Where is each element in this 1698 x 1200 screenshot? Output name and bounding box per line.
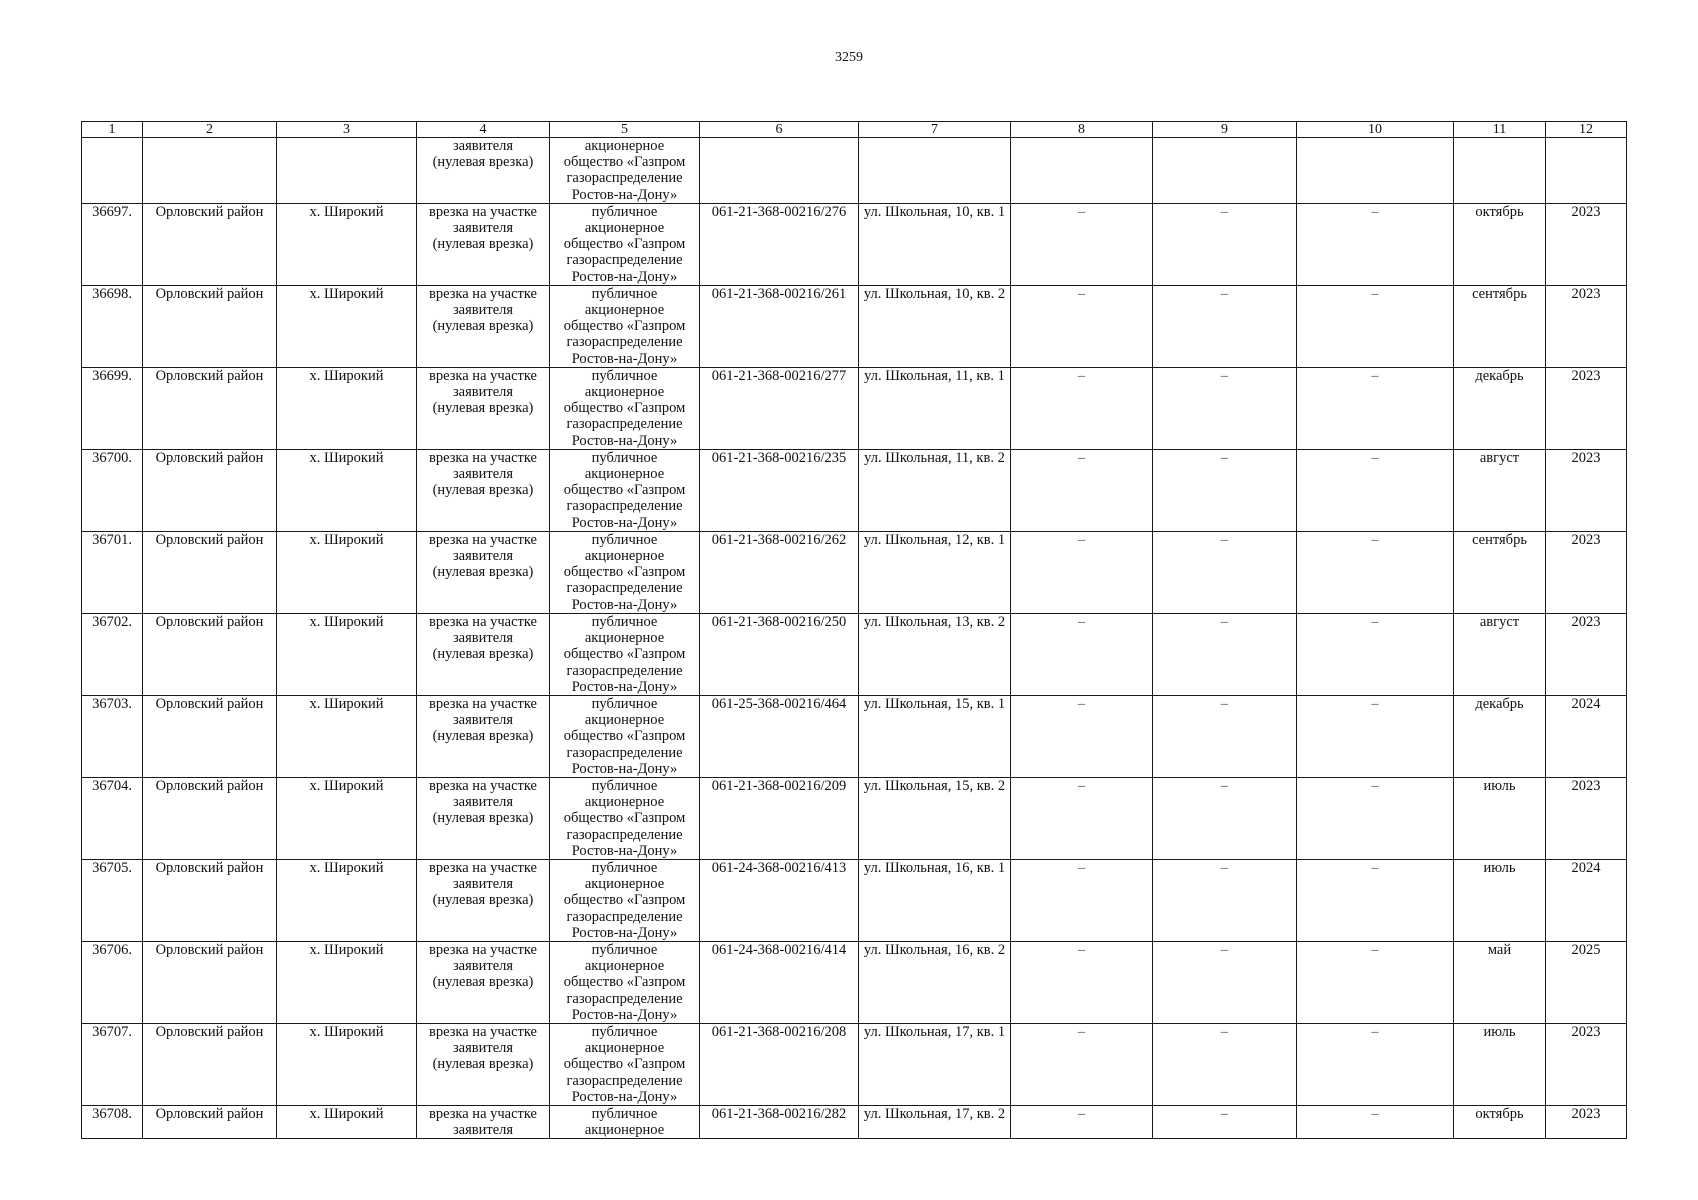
locality-cell: х. Широкий bbox=[277, 367, 417, 449]
column-10-cell: – bbox=[1297, 613, 1454, 695]
month-cell: июль bbox=[1454, 1023, 1546, 1105]
column-9-cell: – bbox=[1153, 531, 1297, 613]
year-cell: 2023 bbox=[1546, 1105, 1627, 1138]
contract-number-cell: 061-21-368-00216/209 bbox=[700, 777, 859, 859]
connection-type-cell: врезка на участке заявителя (нулевая врезка) bbox=[417, 777, 550, 859]
column-10-cell: – bbox=[1297, 531, 1454, 613]
column-9-cell: – bbox=[1153, 203, 1297, 285]
column-10-cell: – bbox=[1297, 285, 1454, 367]
month-cell: август bbox=[1454, 449, 1546, 531]
column-9-cell: – bbox=[1153, 285, 1297, 367]
month-cell: сентябрь bbox=[1454, 285, 1546, 367]
column-number: 2 bbox=[143, 122, 277, 138]
column-8-cell: – bbox=[1011, 859, 1153, 941]
column-9-cell: – bbox=[1153, 613, 1297, 695]
year-cell: 2023 bbox=[1546, 1023, 1627, 1105]
organization-cell: публичное акционерное bbox=[550, 1105, 700, 1138]
column-10-cell: – bbox=[1297, 1023, 1454, 1105]
contract-number-cell: 061-21-368-00216/277 bbox=[700, 367, 859, 449]
page-number: 3259 bbox=[835, 50, 863, 65]
column-8-cell: – bbox=[1011, 449, 1153, 531]
column-number: 5 bbox=[550, 122, 700, 138]
district-cell: Орловский район bbox=[143, 1105, 277, 1138]
connection-type-cell: врезка на участке заявителя bbox=[417, 1105, 550, 1138]
column-9-cell: – bbox=[1153, 777, 1297, 859]
column-9-cell: – bbox=[1153, 449, 1297, 531]
address-cell: ул. Школьная, 13, кв. 2 bbox=[859, 613, 1011, 695]
column-9-cell: – bbox=[1153, 941, 1297, 1023]
column-number: 3 bbox=[277, 122, 417, 138]
district-cell: Орловский район bbox=[143, 695, 277, 777]
year-cell: 2023 bbox=[1546, 367, 1627, 449]
column-number-row bbox=[82, 122, 1627, 138]
row-number-cell: 36697. bbox=[82, 203, 143, 285]
month-cell: сентябрь bbox=[1454, 531, 1546, 613]
table-row bbox=[82, 449, 1627, 531]
row-number-cell: 36705. bbox=[82, 859, 143, 941]
column-8-cell: – bbox=[1011, 285, 1153, 367]
connection-type-cell: врезка на участке заявителя (нулевая врезка) bbox=[417, 695, 550, 777]
year-cell: 2024 bbox=[1546, 859, 1627, 941]
column-9-cell: – bbox=[1153, 1105, 1297, 1138]
district-cell: Орловский район bbox=[143, 367, 277, 449]
contract-number-cell: 061-21-368-00216/235 bbox=[700, 449, 859, 531]
organization-cell: публичное акционерное общество «Газпром газораспределение Ростов-на-Дону» bbox=[550, 1023, 700, 1105]
table-row bbox=[82, 203, 1627, 285]
connection-type-cell: врезка на участке заявителя (нулевая врезка) bbox=[417, 285, 550, 367]
address-cell: ул. Школьная, 17, кв. 2 bbox=[859, 1105, 1011, 1138]
connection-type-cell: врезка на участке заявителя (нулевая врезка) bbox=[417, 203, 550, 285]
district-cell: Орловский район bbox=[143, 531, 277, 613]
connection-type-cell: врезка на участке заявителя (нулевая врезка) bbox=[417, 449, 550, 531]
column-10-cell: – bbox=[1297, 1105, 1454, 1138]
month-cell: май bbox=[1454, 941, 1546, 1023]
locality-cell: х. Широкий bbox=[277, 1105, 417, 1138]
column-8-cell: – bbox=[1011, 531, 1153, 613]
connection-type-cell: врезка на участке заявителя (нулевая врезка) bbox=[417, 367, 550, 449]
address-cell: ул. Школьная, 10, кв. 2 bbox=[859, 285, 1011, 367]
month-cell: август bbox=[1454, 613, 1546, 695]
empty-cell bbox=[859, 138, 1011, 204]
column-8-cell: – bbox=[1011, 941, 1153, 1023]
gas-connection-register-table bbox=[81, 121, 1627, 1139]
locality-cell: х. Широкий bbox=[277, 695, 417, 777]
column-10-cell: – bbox=[1297, 859, 1454, 941]
district-cell: Орловский район bbox=[143, 285, 277, 367]
row-number-cell: 36700. bbox=[82, 449, 143, 531]
column-number: 9 bbox=[1153, 122, 1297, 138]
locality-cell: х. Широкий bbox=[277, 1023, 417, 1105]
column-10-cell: – bbox=[1297, 695, 1454, 777]
contract-number-cell: 061-21-368-00216/250 bbox=[700, 613, 859, 695]
contract-number-cell: 061-24-368-00216/413 bbox=[700, 859, 859, 941]
organization-cell: публичное акционерное общество «Газпром газораспределение Ростов-на-Дону» bbox=[550, 531, 700, 613]
empty-cell bbox=[1297, 138, 1454, 204]
empty-cell bbox=[1011, 138, 1153, 204]
address-cell: ул. Школьная, 15, кв. 1 bbox=[859, 695, 1011, 777]
table-row bbox=[82, 1023, 1627, 1105]
district-cell: Орловский район bbox=[143, 203, 277, 285]
empty-cell bbox=[277, 138, 417, 204]
connection-type-cell: врезка на участке заявителя (нулевая врезка) bbox=[417, 941, 550, 1023]
contract-number-cell: 061-25-368-00216/464 bbox=[700, 695, 859, 777]
address-cell: ул. Школьная, 17, кв. 1 bbox=[859, 1023, 1011, 1105]
empty-cell bbox=[700, 138, 859, 204]
month-cell: декабрь bbox=[1454, 367, 1546, 449]
address-cell: ул. Школьная, 15, кв. 2 bbox=[859, 777, 1011, 859]
month-cell: июль bbox=[1454, 859, 1546, 941]
table-row bbox=[82, 859, 1627, 941]
table-row bbox=[82, 613, 1627, 695]
column-9-cell: – bbox=[1153, 859, 1297, 941]
column-number: 1 bbox=[82, 122, 143, 138]
address-cell: ул. Школьная, 10, кв. 1 bbox=[859, 203, 1011, 285]
contract-number-cell: 061-21-368-00216/261 bbox=[700, 285, 859, 367]
empty-cell bbox=[82, 138, 143, 204]
column-8-cell: – bbox=[1011, 203, 1153, 285]
table-row bbox=[82, 1105, 1627, 1138]
contract-number-cell: 061-21-368-00216/208 bbox=[700, 1023, 859, 1105]
row-number-cell: 36702. bbox=[82, 613, 143, 695]
column-number: 10 bbox=[1297, 122, 1454, 138]
address-cell: ул. Школьная, 12, кв. 1 bbox=[859, 531, 1011, 613]
year-cell: 2025 bbox=[1546, 941, 1627, 1023]
organization-cell: публичное акционерное общество «Газпром газораспределение Ростов-на-Дону» bbox=[550, 777, 700, 859]
locality-cell: х. Широкий bbox=[277, 203, 417, 285]
column-9-cell: – bbox=[1153, 367, 1297, 449]
contract-number-cell: 061-21-368-00216/276 bbox=[700, 203, 859, 285]
locality-cell: х. Широкий bbox=[277, 859, 417, 941]
locality-cell: х. Широкий bbox=[277, 777, 417, 859]
column-8-cell: – bbox=[1011, 695, 1153, 777]
connection-type-cell: заявителя (нулевая врезка) bbox=[417, 138, 550, 204]
locality-cell: х. Широкий bbox=[277, 531, 417, 613]
locality-cell: х. Широкий bbox=[277, 941, 417, 1023]
column-8-cell: – bbox=[1011, 1023, 1153, 1105]
organization-cell: публичное акционерное общество «Газпром газораспределение Ростов-на-Дону» bbox=[550, 203, 700, 285]
contract-number-cell: 061-21-368-00216/262 bbox=[700, 531, 859, 613]
district-cell: Орловский район bbox=[143, 859, 277, 941]
column-8-cell: – bbox=[1011, 1105, 1153, 1138]
row-number-cell: 36698. bbox=[82, 285, 143, 367]
table-row bbox=[82, 367, 1627, 449]
column-number: 12 bbox=[1546, 122, 1627, 138]
locality-cell: х. Широкий bbox=[277, 613, 417, 695]
column-number: 11 bbox=[1454, 122, 1546, 138]
row-number-cell: 36701. bbox=[82, 531, 143, 613]
table-row bbox=[82, 285, 1627, 367]
month-cell: июль bbox=[1454, 777, 1546, 859]
contract-number-cell: 061-21-368-00216/282 bbox=[700, 1105, 859, 1138]
connection-type-cell: врезка на участке заявителя (нулевая врезка) bbox=[417, 531, 550, 613]
month-cell: октябрь bbox=[1454, 203, 1546, 285]
district-cell: Орловский район bbox=[143, 777, 277, 859]
table-row bbox=[82, 941, 1627, 1023]
year-cell: 2023 bbox=[1546, 531, 1627, 613]
column-10-cell: – bbox=[1297, 941, 1454, 1023]
table-row bbox=[82, 777, 1627, 859]
year-cell: 2023 bbox=[1546, 285, 1627, 367]
row-number-cell: 36706. bbox=[82, 941, 143, 1023]
year-cell: 2023 bbox=[1546, 777, 1627, 859]
year-cell: 2023 bbox=[1546, 613, 1627, 695]
district-cell: Орловский район bbox=[143, 1023, 277, 1105]
column-number: 7 bbox=[859, 122, 1011, 138]
district-cell: Орловский район bbox=[143, 449, 277, 531]
year-cell: 2023 bbox=[1546, 203, 1627, 285]
connection-type-cell: врезка на участке заявителя (нулевая врезка) bbox=[417, 859, 550, 941]
empty-cell bbox=[143, 138, 277, 204]
empty-cell bbox=[1546, 138, 1627, 204]
empty-cell bbox=[1454, 138, 1546, 204]
district-cell: Орловский район bbox=[143, 941, 277, 1023]
table-row bbox=[82, 531, 1627, 613]
address-cell: ул. Школьная, 16, кв. 2 bbox=[859, 941, 1011, 1023]
month-cell: октябрь bbox=[1454, 1105, 1546, 1138]
organization-cell: публичное акционерное общество «Газпром газораспределение Ростов-на-Дону» bbox=[550, 367, 700, 449]
column-8-cell: – bbox=[1011, 613, 1153, 695]
row-number-cell: 36704. bbox=[82, 777, 143, 859]
column-9-cell: – bbox=[1153, 695, 1297, 777]
address-cell: ул. Школьная, 11, кв. 2 bbox=[859, 449, 1011, 531]
column-10-cell: – bbox=[1297, 203, 1454, 285]
column-number: 8 bbox=[1011, 122, 1153, 138]
row-number-cell: 36703. bbox=[82, 695, 143, 777]
column-number: 6 bbox=[700, 122, 859, 138]
column-9-cell: – bbox=[1153, 1023, 1297, 1105]
table-row bbox=[82, 695, 1627, 777]
district-cell: Орловский район bbox=[143, 613, 277, 695]
locality-cell: х. Широкий bbox=[277, 285, 417, 367]
column-10-cell: – bbox=[1297, 449, 1454, 531]
connection-type-cell: врезка на участке заявителя (нулевая врезка) bbox=[417, 613, 550, 695]
column-10-cell: – bbox=[1297, 777, 1454, 859]
row-number-cell: 36707. bbox=[82, 1023, 143, 1105]
column-8-cell: – bbox=[1011, 777, 1153, 859]
row-number-cell: 36699. bbox=[82, 367, 143, 449]
organization-cell: публичное акционерное общество «Газпром газораспределение Ростов-на-Дону» bbox=[550, 613, 700, 695]
empty-cell bbox=[1153, 138, 1297, 204]
organization-cell: публичное акционерное общество «Газпром газораспределение Ростов-на-Дону» bbox=[550, 859, 700, 941]
column-number: 4 bbox=[417, 122, 550, 138]
locality-cell: х. Широкий bbox=[277, 449, 417, 531]
address-cell: ул. Школьная, 11, кв. 1 bbox=[859, 367, 1011, 449]
organization-cell: публичное акционерное общество «Газпром газораспределение Ростов-на-Дону» bbox=[550, 449, 700, 531]
connection-type-cell: врезка на участке заявителя (нулевая врезка) bbox=[417, 1023, 550, 1105]
address-cell: ул. Школьная, 16, кв. 1 bbox=[859, 859, 1011, 941]
year-cell: 2023 bbox=[1546, 449, 1627, 531]
contract-number-cell: 061-24-368-00216/414 bbox=[700, 941, 859, 1023]
row-number-cell: 36708. bbox=[82, 1105, 143, 1138]
month-cell: декабрь bbox=[1454, 695, 1546, 777]
year-cell: 2024 bbox=[1546, 695, 1627, 777]
organization-cell: акционерное общество «Газпром газораспределение Ростов-на-Дону» bbox=[550, 138, 700, 204]
column-8-cell: – bbox=[1011, 367, 1153, 449]
organization-cell: публичное акционерное общество «Газпром газораспределение Ростов-на-Дону» bbox=[550, 285, 700, 367]
organization-cell: публичное акционерное общество «Газпром газораспределение Ростов-на-Дону» bbox=[550, 695, 700, 777]
organization-cell: публичное акционерное общество «Газпром газораспределение Ростов-на-Дону» bbox=[550, 941, 700, 1023]
continuation-row bbox=[82, 138, 1627, 204]
column-10-cell: – bbox=[1297, 367, 1454, 449]
